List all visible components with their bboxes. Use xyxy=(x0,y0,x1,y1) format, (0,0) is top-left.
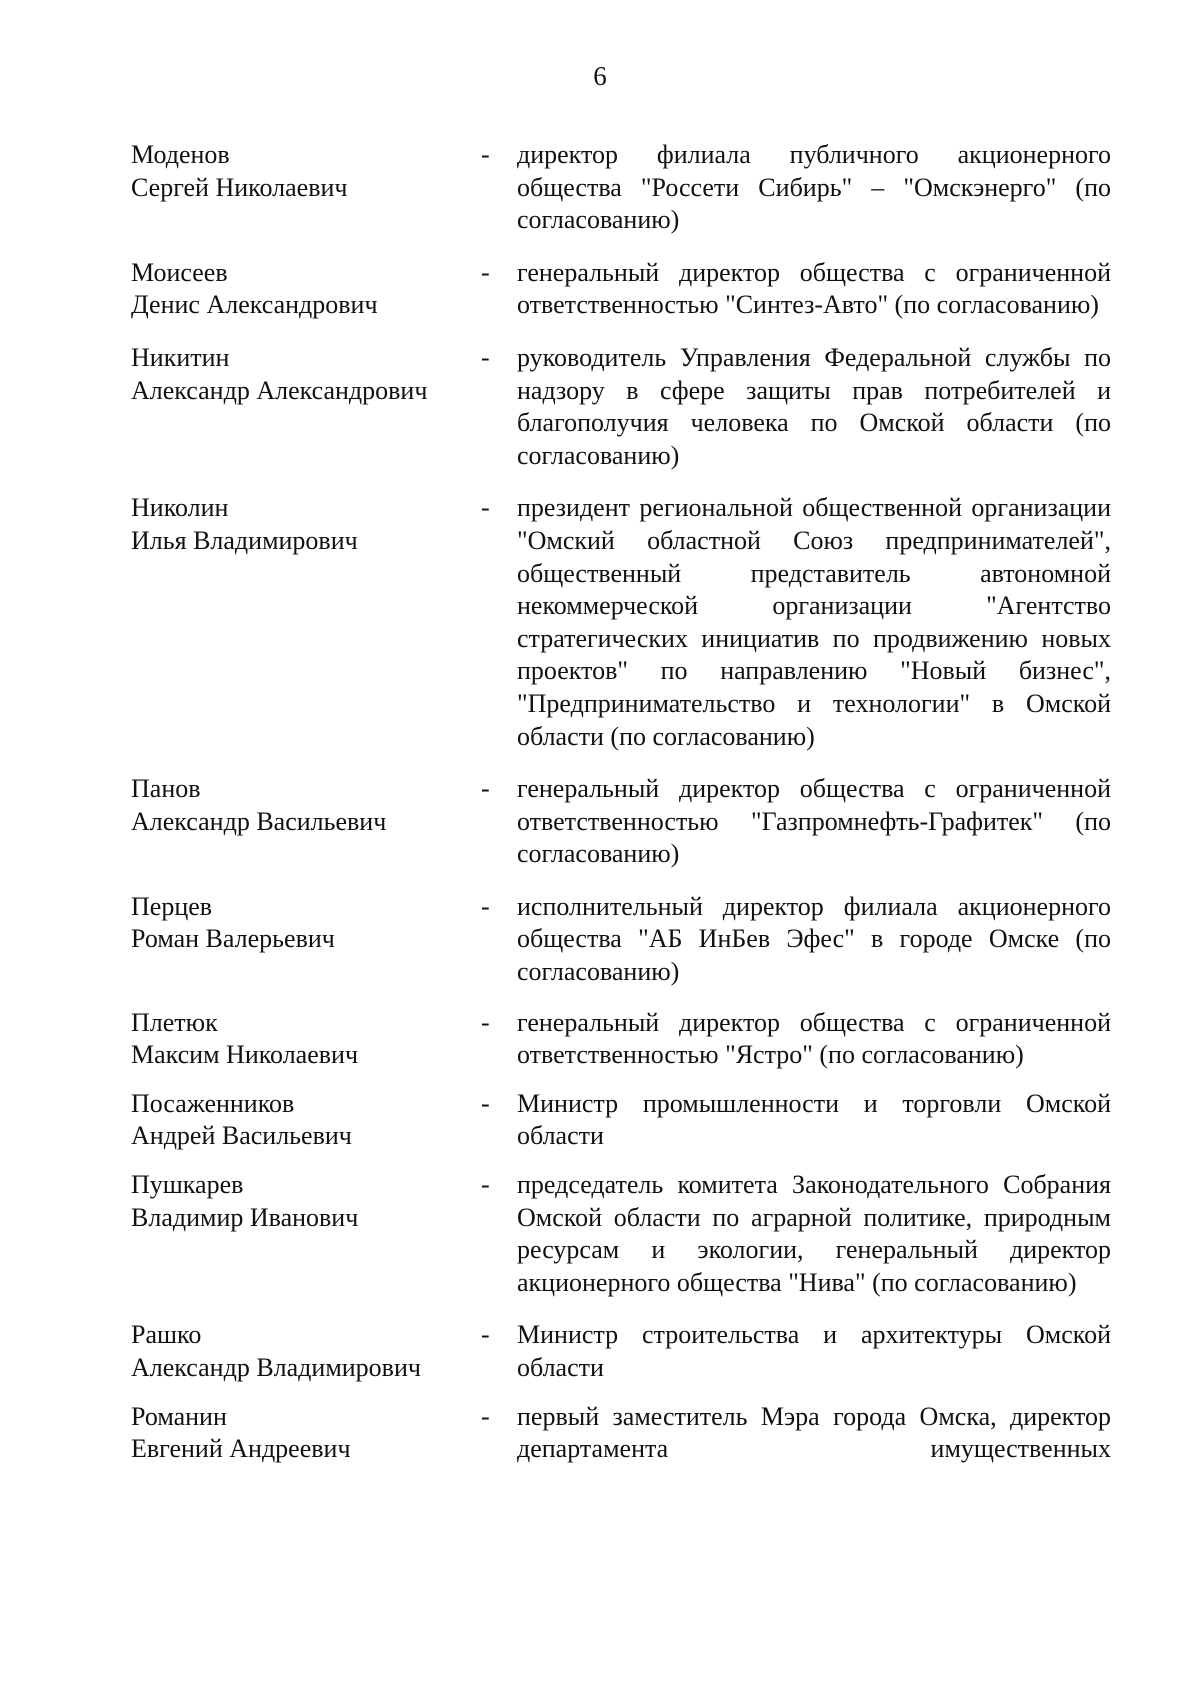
position-description: исполнительный директор филиала акционерного общества "АБ ИнБев Эфес" в городе Омске (по согласованию) xyxy=(517,891,1111,987)
dash-separator: - xyxy=(481,891,490,921)
given-names: Денис Александрович xyxy=(131,290,378,320)
list-item xyxy=(131,1169,1111,1299)
given-names: Евгений Андреевич xyxy=(131,1434,351,1464)
person-name xyxy=(131,773,481,871)
position-description: первый заместитель Мэра города Омска, директор департамента имущественных xyxy=(517,1401,1111,1464)
page-number: 6 xyxy=(593,61,607,91)
given-names: Илья Владимирович xyxy=(131,525,358,555)
list-item xyxy=(131,139,1111,237)
dash-separator: - xyxy=(481,1007,490,1037)
dash-separator: - xyxy=(481,1320,490,1350)
dash-separator: - xyxy=(481,774,490,804)
position-description: Министр промышленности и торговли Омской области xyxy=(517,1088,1111,1151)
list-item xyxy=(131,773,1111,871)
dash-separator: - xyxy=(481,1170,490,1200)
list-item xyxy=(131,257,1111,322)
person-name xyxy=(131,492,481,753)
list-item xyxy=(131,891,1111,989)
list-item xyxy=(131,1319,1111,1384)
surname: Посаженников xyxy=(131,1088,295,1118)
surname: Рашко xyxy=(131,1320,202,1350)
person-name xyxy=(131,891,481,989)
dash-separator: - xyxy=(481,1401,490,1431)
person-name xyxy=(131,1088,481,1153)
surname: Пушкарев xyxy=(131,1170,244,1200)
dash-separator: - xyxy=(481,342,490,372)
given-names: Максим Николаевич xyxy=(131,1040,359,1070)
person-name xyxy=(131,1169,481,1299)
list-item xyxy=(131,342,1111,472)
given-names: Владимир Иванович xyxy=(131,1202,359,1232)
given-names: Сергей Николаевич xyxy=(131,172,348,202)
dash-separator: - xyxy=(481,1088,490,1118)
person-name xyxy=(131,1401,481,1466)
dash-separator: - xyxy=(481,493,490,523)
dash-separator: - xyxy=(481,257,490,287)
surname: Плетюк xyxy=(131,1007,218,1037)
position-description: президент региональной общественной организации "Омский областной Союз предпринимателей", общественный представитель автономной некоммерческой организации "Агентство стратегических инициатив по продвижению новых проектов" по направлению "Новый бизнес", "Предпринимательство и технологии" в Омской области (по согласованию) xyxy=(517,493,1111,751)
person-name xyxy=(131,1007,481,1072)
position-description: директор филиала публичного акционерного общества "Россети Сибирь" – "Омскэнерго" (по согласованию) xyxy=(517,140,1111,235)
surname: Панов xyxy=(131,774,201,804)
surname: Моисеев xyxy=(131,257,228,287)
person-name xyxy=(131,1319,481,1384)
given-names: Андрей Васильевич xyxy=(131,1121,352,1151)
surname: Романин xyxy=(131,1401,227,1431)
list-item xyxy=(131,492,1111,753)
position-description: председатель комитета Законодательного Собрания Омской области по аграрной политике, природным ресурсам и экологии, генеральный директор акционерного общества "Нива" (по согласованию) xyxy=(517,1170,1111,1297)
given-names: Александр Владимирович xyxy=(131,1353,421,1382)
surname: Моденов xyxy=(131,140,230,169)
person-name xyxy=(131,342,481,472)
members-list xyxy=(131,139,1111,1466)
list-item xyxy=(131,1007,1111,1072)
position-description: генеральный директор общества с ограниченной ответственностью "Ястро" (по согласованию) xyxy=(517,1007,1111,1070)
person-name xyxy=(131,257,481,322)
surname: Николин xyxy=(131,493,229,523)
surname: Никитин xyxy=(131,342,230,372)
position-description: Министр строительства и архитектуры Омской области xyxy=(517,1320,1111,1382)
person-name xyxy=(131,139,481,237)
surname: Перцев xyxy=(131,891,213,921)
given-names: Роман Валерьевич xyxy=(131,924,335,954)
position-description: генеральный директор общества с ограниченной ответственностью "Газпромнефть-Графитек" (по согласованию) xyxy=(517,774,1111,869)
given-names: Александр Александрович xyxy=(131,375,428,405)
position-description: руководитель Управления Федеральной службы по надзору в сфере защиты прав потребителей и благополучия человека по Омской области (по согласованию) xyxy=(517,342,1111,470)
list-item xyxy=(131,1088,1111,1153)
position-description: генеральный директор общества с ограниченной ответственностью "Синтез-Авто" (по согласованию) xyxy=(517,257,1111,320)
list-item xyxy=(131,1401,1111,1466)
dash-separator: - xyxy=(481,140,490,169)
given-names: Александр Васильевич xyxy=(131,806,387,836)
